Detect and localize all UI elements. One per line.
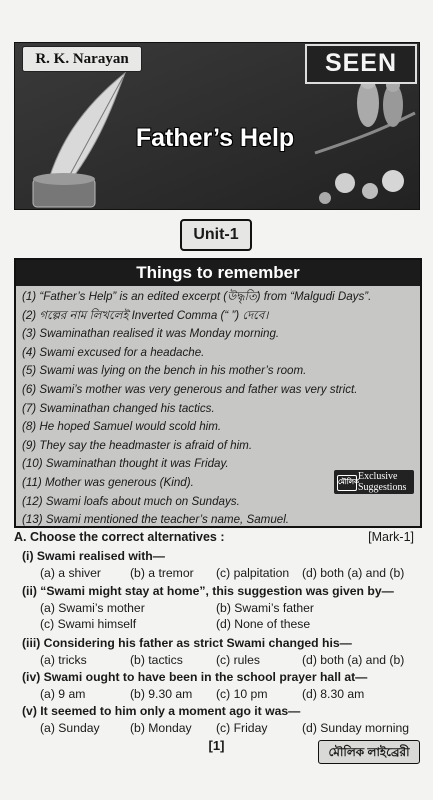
option: (c) Swami himself: [40, 617, 137, 631]
option: (b) 9.30 am: [130, 687, 193, 701]
things-to-remember-heading: Things to remember: [16, 260, 420, 286]
question-4: [22, 670, 422, 684]
option: (c) 10 pm: [216, 687, 268, 701]
question-text: (iii) Considering his father as strict Swami changed his—: [22, 636, 352, 650]
exclusive-suggestions-badge: [334, 470, 414, 494]
option: (d) both (a) and (b): [302, 566, 405, 580]
author-label: R. K. Narayan: [22, 46, 142, 72]
page-number: [1]: [208, 738, 225, 753]
remember-item: (11) Mother was generous (Kind).: [22, 475, 194, 489]
option: (d) both (a) and (b): [302, 653, 405, 667]
option: (a) tricks: [40, 653, 87, 667]
option: (a) 9 am: [40, 687, 86, 701]
question-3: [22, 636, 422, 650]
question-5: [22, 704, 422, 718]
remember-item: (4) Swami excused for a headache.: [22, 345, 205, 359]
option: (a) Sunday: [40, 721, 100, 735]
remember-item: (12) Swami loafs about much on Sundays.: [22, 494, 240, 508]
remember-item: (6) Swami’s mother was very generous and father was very strict.: [22, 382, 358, 396]
option: (c) palpitation: [216, 566, 290, 580]
publisher-logo: মৌলিক লাইব্রেরী: [318, 740, 420, 764]
marks-label: [Mark-1]: [368, 530, 414, 544]
option: (b) tactics: [130, 653, 183, 667]
unit-label: Unit-1: [180, 219, 252, 251]
option: (d) 8.30 am: [302, 687, 365, 701]
section-a-heading: A. Choose the correct alternatives :: [14, 530, 225, 544]
option: (a) Swami’s mother: [40, 601, 145, 615]
badge-text: Exclusive Suggestions: [358, 471, 407, 493]
question-text: (ii) “Swami might stay at home”, this suggestion was given by—: [22, 584, 394, 598]
remember-item: (1) “Father’s Help” is an edited excerpt (উদ্ধৃতি) from “Malgudi Days”.: [22, 290, 372, 303]
things-to-remember-box: [14, 258, 422, 528]
question-2: [22, 584, 422, 598]
question-text: (v) It seemed to him only a moment ago it was—: [22, 704, 301, 718]
question-text: (iv) Swami ought to have been in the school prayer hall at—: [22, 670, 368, 684]
remember-item: (2) গল্পের নাম লিখলেই Inverted Comma (“ ”) দেবে।: [22, 308, 269, 322]
option: (d) Sunday morning: [302, 721, 410, 735]
option: (b) Swami’s father: [216, 601, 314, 615]
question-text: (i) Swami realised with—: [22, 549, 165, 563]
badge-bengali-label: মৌলিক: [337, 475, 357, 491]
seen-badge: SEEN: [305, 44, 417, 84]
option: (b) Monday: [130, 721, 192, 735]
option: (d) None of these: [216, 617, 311, 631]
remember-item: (5) Swami was lying on the bench in his mother’s room.: [22, 364, 307, 378]
chapter-title: Father’s Help: [135, 124, 295, 152]
remember-item: (13) Swami mentioned the teacher’s name, Samuel.: [22, 513, 290, 527]
remember-item: (7) Swaminathan changed his tactics.: [22, 401, 215, 415]
option: (a) a shiver: [40, 566, 101, 580]
remember-item: (3) Swaminathan realised it was Monday morning.: [22, 327, 280, 341]
option: (c) rules: [216, 653, 261, 667]
remember-item: (10) Swaminathan thought it was Friday.: [22, 457, 229, 471]
remember-item: (9) They say the headmaster is afraid of him.: [22, 438, 253, 452]
option: (b) a tremor: [130, 566, 194, 580]
option: (c) Friday: [216, 721, 268, 735]
remember-item: (8) He hoped Samuel would scold him.: [22, 420, 222, 434]
question-1: [22, 549, 422, 563]
section-a-heading-row: [14, 530, 418, 544]
